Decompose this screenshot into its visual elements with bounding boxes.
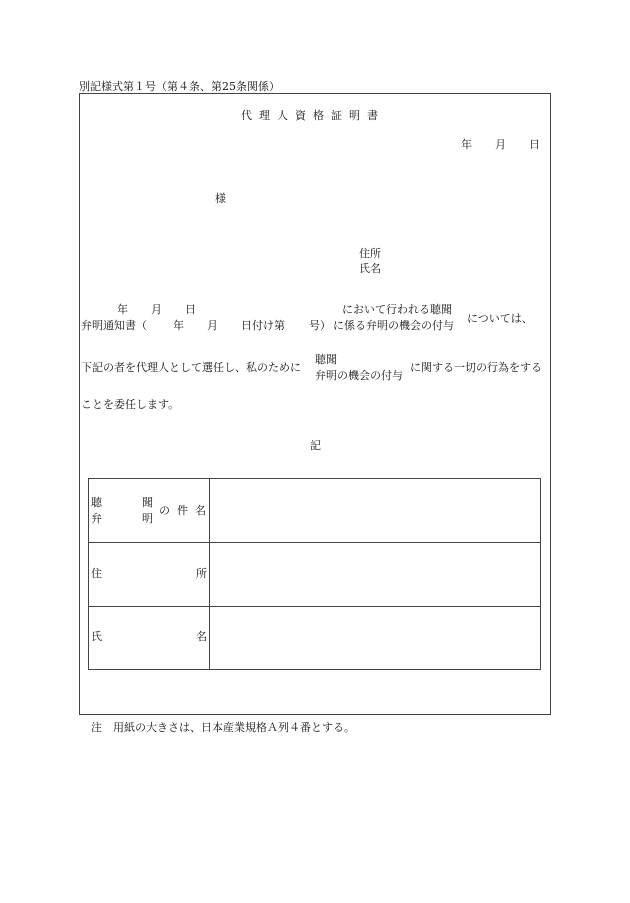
- line1-date-year: 年: [117, 303, 128, 316]
- line2-stack-bottom: 弁明の機会の付与: [315, 369, 403, 382]
- document-title: 代理人資格証明書: [241, 109, 385, 122]
- line1-stack-bottom: に係る弁明の機会の付与: [333, 319, 454, 332]
- form-reference: 別記様式第１号（第４条、第25条関係）: [79, 80, 280, 93]
- footer-note: 注 用紙の大きさは、日本産業規格Ａ列４番とする。: [91, 721, 355, 734]
- line1-notice-dated-no: 日付け第: [241, 319, 285, 332]
- line1-notice-no-suffix: 号）: [309, 319, 331, 332]
- line1-notice-year: 年: [173, 319, 184, 332]
- line1-tail: については、: [467, 312, 533, 325]
- ki-mark: 記: [310, 439, 321, 452]
- case-label-top-b: 聞: [142, 496, 153, 509]
- case-label-top-a: 聴: [91, 496, 102, 509]
- case-label-bot-b: 明: [142, 512, 153, 525]
- line2-tail: に関する一切の行為をする: [410, 361, 542, 374]
- line2-stack-top: 聴聞: [315, 353, 337, 366]
- table-row-divider: [89, 606, 540, 607]
- address-label-b: 所: [196, 567, 207, 580]
- line1-notice-month: 月: [207, 319, 218, 332]
- name-label-b: 名: [196, 630, 207, 643]
- sender-name-label: 氏名: [359, 262, 381, 275]
- name-label-a: 氏: [91, 630, 102, 643]
- address-label-a: 住: [91, 567, 102, 580]
- date-month: 月: [495, 138, 506, 151]
- sender-address-label: 住所: [359, 247, 381, 260]
- line1-date-month: 月: [151, 303, 162, 316]
- line3: ことを委任します。: [81, 398, 180, 411]
- line1-stack-top: において行われる聴聞: [342, 303, 452, 316]
- case-label-suffix: の件名: [159, 504, 213, 517]
- date-day: 日: [529, 138, 540, 151]
- line2-lead: 下記の者を代理人として選任し、私のために: [81, 361, 301, 374]
- agent-details-table: [88, 478, 541, 670]
- case-label-bot-a: 弁: [91, 512, 102, 525]
- addressee-suffix: 様: [215, 192, 226, 205]
- line1-notice-prefix: 弁明通知書（: [81, 319, 147, 332]
- line1-date-day: 日: [185, 303, 196, 316]
- table-row-divider: [89, 542, 540, 543]
- date-year: 年: [461, 138, 472, 151]
